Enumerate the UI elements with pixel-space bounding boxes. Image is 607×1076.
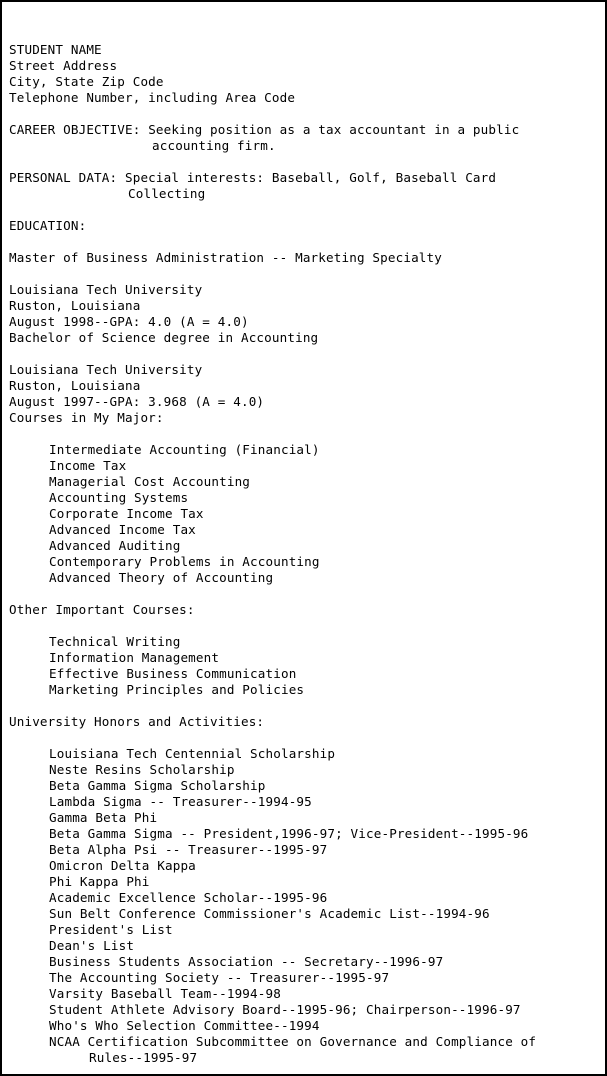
degree-detail: Bachelor of Science degree in Accounting	[9, 330, 319, 345]
career-objective-label: CAREER OBJECTIVE:	[9, 122, 141, 137]
honors-heading: University Honors and Activities:	[9, 714, 265, 729]
school-location: Ruston, Louisiana	[9, 378, 141, 393]
major-course-item: Advanced Theory of Accounting	[49, 570, 274, 585]
honor-item: Varsity Baseball Team--1994-98	[49, 986, 281, 1001]
school-location: Ruston, Louisiana	[9, 298, 141, 313]
personal-data-label: PERSONAL DATA:	[9, 170, 118, 185]
personal-data	[9, 170, 536, 186]
other-course-item: Technical Writing	[49, 634, 181, 649]
honor-item: Gamma Beta Phi	[49, 810, 158, 825]
major-course-item: Income Tax	[49, 458, 127, 473]
resume-text	[9, 42, 536, 1066]
mba-degree: Master of Business Administration -- Marketing Specialty	[9, 250, 442, 265]
major-course-item: Advanced Income Tax	[49, 522, 196, 537]
other-course-item: Effective Business Communication	[49, 666, 297, 681]
honor-item: Phi Kappa Phi	[49, 874, 150, 889]
honor-item: Dean's List	[49, 938, 135, 953]
honor-item: Beta Gamma Sigma Scholarship	[49, 778, 266, 793]
honor-item: Academic Excellence Scholar--1995-96	[49, 890, 328, 905]
honor-item: Beta Gamma Sigma -- President,1996-97; Vice-President--1995-96	[49, 826, 529, 841]
career-objective-text: Seeking position as a tax accountant in a public	[148, 122, 520, 137]
telephone: Telephone Number, including Area Code	[9, 90, 296, 105]
other-courses-heading: Other Important Courses:	[9, 602, 195, 617]
honor-item: The Accounting Society -- Treasurer--1995-97	[49, 970, 390, 985]
honor-item: Lambda Sigma -- Treasurer--1994-95	[49, 794, 312, 809]
major-course-item: Accounting Systems	[49, 490, 189, 505]
education-heading: EDUCATION:	[9, 218, 87, 233]
other-course-item: Information Management	[49, 650, 220, 665]
major-course-item: Managerial Cost Accounting	[49, 474, 251, 489]
major-course-item: Corporate Income Tax	[49, 506, 204, 521]
street-address: Street Address	[9, 58, 118, 73]
personal-data-text: Special interests: Baseball, Golf, Baseball Card	[124, 170, 497, 185]
honor-item: Student Athlete Advisory Board--1995-96; Chairperson--1996-97	[49, 1002, 521, 1017]
other-course-item: Marketing Principles and Policies	[49, 682, 305, 697]
honor-item: Omicron Delta Kappa	[49, 858, 196, 873]
school-name: Louisiana Tech University	[9, 282, 203, 297]
career-objective-continuation: accounting firm.	[152, 138, 276, 153]
honor-item: Sun Belt Conference Commissioner's Academic List--1994-96	[49, 906, 490, 921]
honor-item: Who's Who Selection Committee--1994	[49, 1018, 320, 1033]
honor-item: NCAA Certification Subcommittee on Governance and Compliance of	[49, 1034, 537, 1049]
career-objective	[9, 122, 536, 138]
courses-heading: Courses in My Major:	[9, 410, 164, 425]
honor-item: Beta Alpha Psi -- Treasurer--1995-97	[49, 842, 328, 857]
major-course-item: Advanced Auditing	[49, 538, 181, 553]
honor-item-continuation: Rules--1995-97	[89, 1050, 198, 1065]
date-gpa: August 1997--GPA: 3.968 (A = 4.0)	[9, 394, 265, 409]
student-name: STUDENT NAME	[9, 42, 102, 57]
date-gpa: August 1998--GPA: 4.0 (A = 4.0)	[9, 314, 249, 329]
school-name: Louisiana Tech University	[9, 362, 203, 377]
honor-item: Business Students Association -- Secretary--1996-97	[49, 954, 444, 969]
honor-item: Louisiana Tech Centennial Scholarship	[49, 746, 336, 761]
personal-data-continuation: Collecting	[128, 186, 206, 201]
city-state-zip: City, State Zip Code	[9, 74, 164, 89]
honor-item: Neste Resins Scholarship	[49, 762, 235, 777]
major-course-item: Contemporary Problems in Accounting	[49, 554, 320, 569]
major-course-item: Intermediate Accounting (Financial)	[49, 442, 320, 457]
honor-item: President's List	[49, 922, 173, 937]
